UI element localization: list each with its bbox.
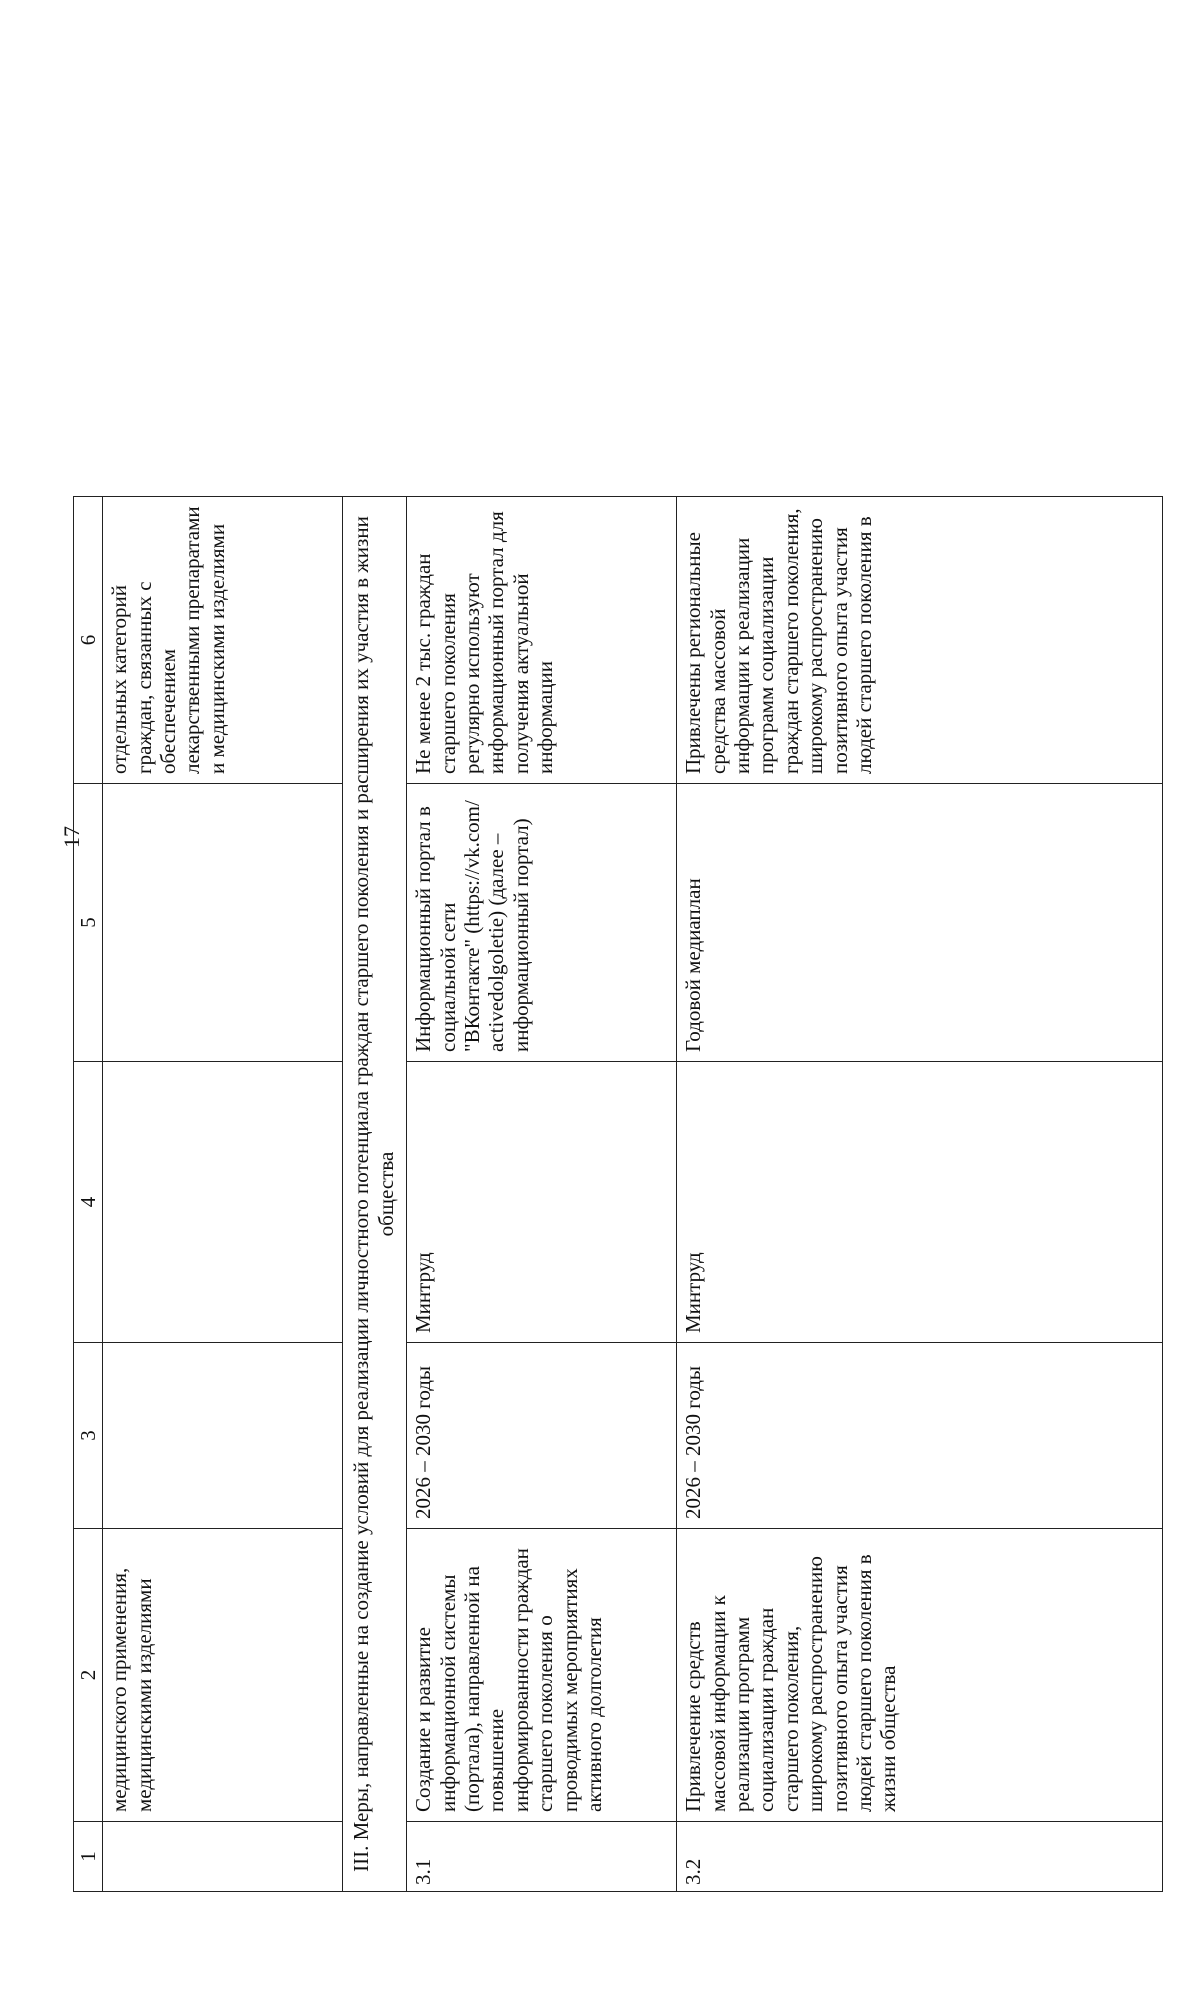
measure-cell: Привлечение средств массовой информации к реализации программ социализации граждан старшего поколения, широкому распространению позитивного опыта участия людей старшего поколения в жизни общества	[677, 1529, 1163, 1822]
table-row	[407, 497, 677, 1892]
section-title: III. Меры, направленные на создание условий для реализации личностного потенциала граждан старшего поколения и расширения их участия в жизни общества	[343, 497, 407, 1892]
table-area	[73, 493, 1163, 1993]
continuation-cell-2: медицинского применения, медицинскими изделиями	[103, 1529, 343, 1822]
continuation-cell-4	[103, 1062, 343, 1343]
measures-table	[73, 496, 1163, 1892]
table-row	[677, 497, 1163, 1892]
executor-cell: Минтруд	[407, 1062, 677, 1343]
continuation-cell-1	[103, 1822, 343, 1892]
result-cell: Привлечены региональные средства массовой информации к реализации программ социализации граждан старшего поколения, широкому распространению позитивного опыта участия людей старшего поколения в	[677, 497, 1163, 784]
row-number: 3.2	[677, 1822, 1163, 1892]
continuation-cell-5	[103, 784, 343, 1062]
column-header-3: 3	[74, 1343, 103, 1529]
column-header-1: 1	[74, 1822, 103, 1892]
measure-cell: Создание и развитие информационной системы (портала), направленной на повышение информированности граждан старшего поколения о проводимых мероприятиях активного долголетия	[407, 1529, 677, 1822]
page-number: 17	[59, 826, 84, 848]
continuation-row	[103, 497, 343, 1892]
continuation-cell-3	[103, 1343, 343, 1529]
column-header-6: 6	[74, 497, 103, 784]
column-header-2: 2	[74, 1529, 103, 1822]
continuation-cell-6: отдельных категорий граждан, связанных с обеспечением лекарственными препаратами и медицинскими изделиями	[103, 497, 343, 784]
document-cell: Информационный портал в социальной сети "ВКонтакте" (https://vk.com/ activedolgoletie) (далее – информационный портал)	[407, 784, 677, 1062]
period-cell: 2026 – 2030 годы	[407, 1343, 677, 1529]
section-row	[343, 497, 407, 1892]
result-cell: Не менее 2 тыс. граждан старшего поколения регулярно используют информационный портал для получения актуальной информации	[407, 497, 677, 784]
column-header-5: 5	[74, 784, 103, 1062]
row-number: 3.1	[407, 1822, 677, 1892]
executor-cell: Минтруд	[677, 1062, 1163, 1343]
period-cell: 2026 – 2030 годы	[677, 1343, 1163, 1529]
document-cell: Годовой медиаплан	[677, 784, 1163, 1062]
column-number-row	[74, 497, 103, 1892]
column-header-4: 4	[74, 1062, 103, 1343]
